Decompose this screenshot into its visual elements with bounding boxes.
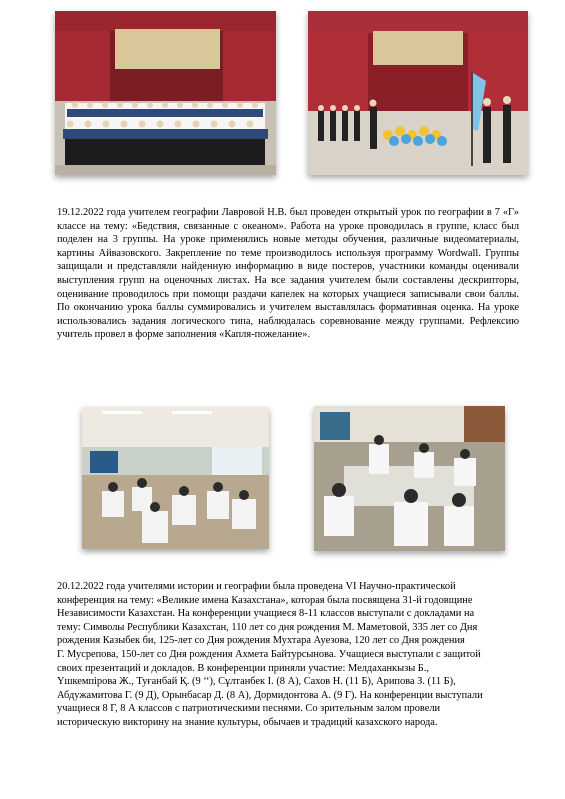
text-line: Үшкемпiрова Ж., Туғанбай Қ. (9 ‘‘), Сұлтанбек І. (8 А), Сахов Н. (11 Б), Арипова З. (11 Б), xyxy=(57,676,456,688)
text-line: Абдужамитова Г. (9 Д), Орынбасар Д. (8 А), Дормидонтова А. (9 Г). На конференции выступали xyxy=(57,689,483,701)
text-line: учащиеся 8 Г, 8 А классов с патриотическими песнями. Со зрительным залом провели xyxy=(57,703,441,715)
paragraph-conference xyxy=(57,580,519,730)
text-line: 20.12.2022 года учителями истории и географии была проведена VI Научно-практической xyxy=(57,581,456,592)
text-line: конференция на тему: «Великие имена Казахстана», которая была посвящена 31-й годовщине xyxy=(57,594,473,606)
text-line: историческую викторину на знание культуры, обычаев и традиций казахского народа. xyxy=(57,716,438,728)
text-line: Г. Мусрепова, 150-лет со Дня рождения Ахмета Байтурсынова. Учащиеся выступали с защитой xyxy=(57,648,481,660)
photo-ceremony-flag xyxy=(308,11,528,175)
text-line: тему: Символы Республики Казахстан, 110 лет со дня рождения М. Маметовой, 335 лет со Дня xyxy=(57,621,478,633)
paragraph-open-lesson: 19.12.2022 года учителем географии Лавровой Н.В. был проведен открытый урок по географии в 7 «Г» классе на тему: «Бедствия, связанные с океаном». Работа на уроке проводилась в группе, класс был поделен на 3 группы. На уроке применялись новые методы обучения, различные видеоматериалы, картины Айвазовского. Закрепление по теме производилось используя программу Wordwall. Группы защищали и представляли найденную информацию в виде постеров, участники команды оценивали выступления групп на оценочных листах. На все задания учителем были составлены дескрипторы, оценивание проводилось при помощи раздачи капелек на которых учащиеся записывали свои баллы. По окончанию урока баллы суммировались и учителем выставлялась формативная оценка. На уроке использовались задания логического типа, наблюдалась соревнование между группами. Рефлексию учитель провел в форме заполнения «Капля-пожелание». xyxy=(57,207,519,341)
text-line: рождения Казыбек би, 125-лет со Дня рождения Мухтара Ауезова, 120 лет со Дня рождения xyxy=(57,635,465,647)
photo-students-stage xyxy=(55,11,276,175)
photo-classroom-1 xyxy=(82,407,269,549)
text-line: своих презентаций и докладов. В конференции приняли участие: Мелдаханкызы Б., xyxy=(57,662,429,674)
photo-classroom-2 xyxy=(314,406,505,551)
text-line: Независимости Казахстан. На конференции учащиеся 8-11 классов выступали с докладами на xyxy=(57,608,475,620)
